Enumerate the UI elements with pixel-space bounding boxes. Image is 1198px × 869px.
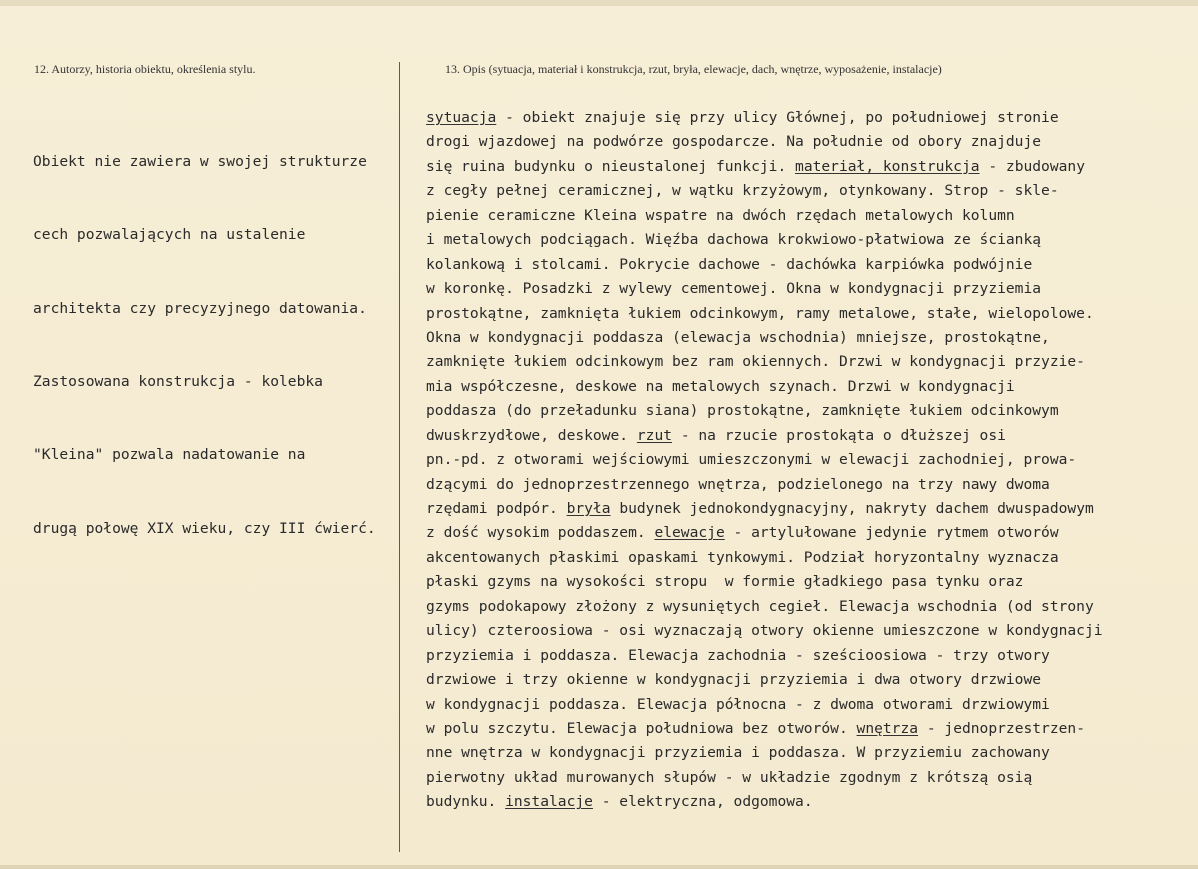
text-segment: Okna w kondygnacji poddasza (elewacja wschodnia) mniejsze, prostokątne,	[426, 328, 1050, 346]
text-segment: drzwiowe i trzy okienne w kondygnacji przyziemia i dwa otwory drzwiowe	[426, 671, 1042, 689]
text-line: architekta czy precyzyjnego datowania.	[33, 299, 367, 317]
text-line	[426, 253, 1103, 277]
text-segment: - jednoprzestrzen-	[918, 719, 1085, 737]
text-segment: - elektryczna, odgomowa.	[592, 793, 813, 811]
text-line	[426, 521, 1103, 545]
text-segment: - obiekt znajuje się przy ulicy Głównej, po południowej stronie	[496, 109, 1059, 126]
text-segment: gzyms podokapowy złożony z wysuniętych cegieł. Elewacja wschodnia (od strony	[426, 597, 1094, 615]
text-segment: dzącymi do jednoprzestrzennego wnętrza, podzielonego na trzy nawy dwoma	[426, 475, 1050, 493]
text-line	[426, 130, 1103, 154]
sheet-top-edge	[0, 0, 1198, 6]
text-segment: pierwotny układ murowanych słupów - w układzie zgodnym z krótszą osią	[426, 768, 1033, 786]
text-segment: przyziemia i poddasza. Elewacja zachodnia - sześcioosiowa - trzy otwory	[426, 646, 1050, 664]
text-segment: ulicy) czteroosiowa - osi wyznaczają otwory okienne umieszczone w kondygnacji	[426, 622, 1103, 640]
text-line	[426, 350, 1103, 374]
column-divider	[399, 62, 400, 852]
text-line: drugą połowę XIX wieku, czy III ćwierć.	[33, 519, 376, 537]
text-line	[426, 375, 1103, 399]
text-line	[426, 693, 1103, 717]
section-keyword: materiał, konstrukcja	[795, 157, 980, 175]
text-segment: się ruina budynku o nieustalonej funkcji.	[426, 157, 796, 175]
text-line	[426, 106, 1103, 130]
authors-history-text	[33, 101, 376, 590]
text-segment: kolankową i stolcami. Pokrycie dachowe - dachówka karpiówka podwójnie	[426, 255, 1033, 273]
text-line	[426, 155, 1103, 179]
text-segment: z cegły pełnej ceramicznej, w wątku krzyżowym, otynkowany. Strop - skle-	[426, 182, 1059, 200]
text-line	[426, 741, 1103, 765]
description-text	[426, 106, 1103, 815]
text-line	[426, 179, 1103, 203]
text-line	[426, 302, 1103, 326]
text-line: cech pozwalających na ustalenie	[33, 226, 306, 244]
text-segment: w polu szczytu. Elewacja południowa bez otworów.	[426, 719, 857, 737]
text-segment: pienie ceramiczne Kleina wspatre na dwóch rzędach metalowych kolumn	[426, 206, 1015, 224]
text-line	[426, 204, 1103, 228]
section-keyword: rzut	[636, 426, 673, 444]
sheet-bottom-edge	[0, 865, 1198, 869]
text-line	[426, 766, 1103, 790]
text-line	[426, 717, 1103, 741]
text-segment: nne wnętrza w kondygnacji przyziemia i poddasza. W przyziemiu zachowany	[426, 744, 1050, 762]
text-segment: w kondygnacji poddasza. Elewacja północna - z dwoma otworami drzwiowymi	[426, 695, 1050, 713]
text-line: Zastosowana konstrukcja - kolebka	[33, 372, 323, 390]
text-line	[426, 448, 1103, 472]
section-keyword: instalacje	[505, 793, 593, 811]
text-segment: - na rzucie prostokąta o dłuższej osi	[672, 426, 1006, 444]
text-segment: poddasza (do przeładunku siana) prostokątne, zamknięte łukiem odcinkowym	[426, 402, 1059, 420]
section-keyword: wnętrza	[856, 719, 919, 737]
text-line	[426, 668, 1103, 692]
text-line	[426, 790, 1103, 814]
text-line	[426, 546, 1103, 570]
text-segment: dwuskrzydłowe, deskowe.	[426, 426, 637, 444]
text-segment: mia współczesne, deskowe na metalowych szynach. Drzwi w kondygnacji	[426, 377, 1015, 395]
section-13-header: 13. Opis (sytuacja, materiał i konstrukcja, rzut, bryła, elewacje, dach, wnętrze, wyposażenie, instalacje)	[445, 62, 942, 76]
text-line	[426, 399, 1103, 423]
section-keyword: elewacje	[654, 524, 725, 542]
text-segment: budynek jednokondygnacyjny, nakryty dachem dwuspadowym	[610, 500, 1094, 517]
text-line	[426, 228, 1103, 252]
text-segment: w koronkę. Posadzki z wylewy cementowej. Okna w kondygnacji przyziemia	[426, 280, 1042, 298]
text-line	[426, 424, 1103, 448]
text-segment: i metalowych podciągach. Więźba dachowa krokwiowo-płatwiowa ze ścianką	[426, 231, 1042, 249]
text-line	[426, 570, 1103, 594]
text-segment: pn.-pd. z otworami wejściowymi umieszczonymi w elewacji zachodniej, prowa-	[426, 451, 1077, 469]
section-12-header: 12. Autorzy, historia obiektu, określenia stylu.	[34, 62, 256, 76]
text-segment: rzędami podpór.	[426, 500, 567, 517]
text-line: "Kleina" pozwala nadatowanie na	[33, 446, 306, 464]
text-line: Obiekt nie zawiera w swojej strukturze	[33, 152, 367, 170]
text-segment: budynku.	[426, 793, 506, 811]
section-keyword: sytuacja	[426, 109, 497, 126]
text-segment: - zbudowany	[979, 157, 1085, 175]
section-keyword: bryła	[566, 500, 611, 517]
text-line	[426, 619, 1103, 643]
text-line	[426, 644, 1103, 668]
text-line	[426, 595, 1103, 619]
text-line	[426, 473, 1103, 497]
text-line	[426, 497, 1103, 521]
text-line	[426, 326, 1103, 350]
text-segment: płaski gzyms na wysokości stropu w formie gładkiego pasa tynku oraz	[426, 573, 1024, 591]
text-segment: akcentowanych płaskimi opaskami tynkowymi. Podział horyzontalny wyznacza	[426, 548, 1059, 566]
text-segment: z dość wysokim poddaszem.	[426, 524, 655, 542]
text-line	[426, 277, 1103, 301]
text-segment: prostokątne, zamknięta łukiem odcinkowym, ramy metalowe, stałe, wielopolowe.	[426, 304, 1094, 322]
text-segment: - artylułowane jedynie rytmem otworów	[724, 524, 1059, 542]
text-segment: drogi wjazdowej na podwórze gospodarcze. Na południe od obory znajduje	[426, 133, 1042, 151]
text-segment: zamknięte łukiem odcinkowym bez ram okiennych. Drzwi w kondygnacji przyzie-	[426, 353, 1085, 371]
